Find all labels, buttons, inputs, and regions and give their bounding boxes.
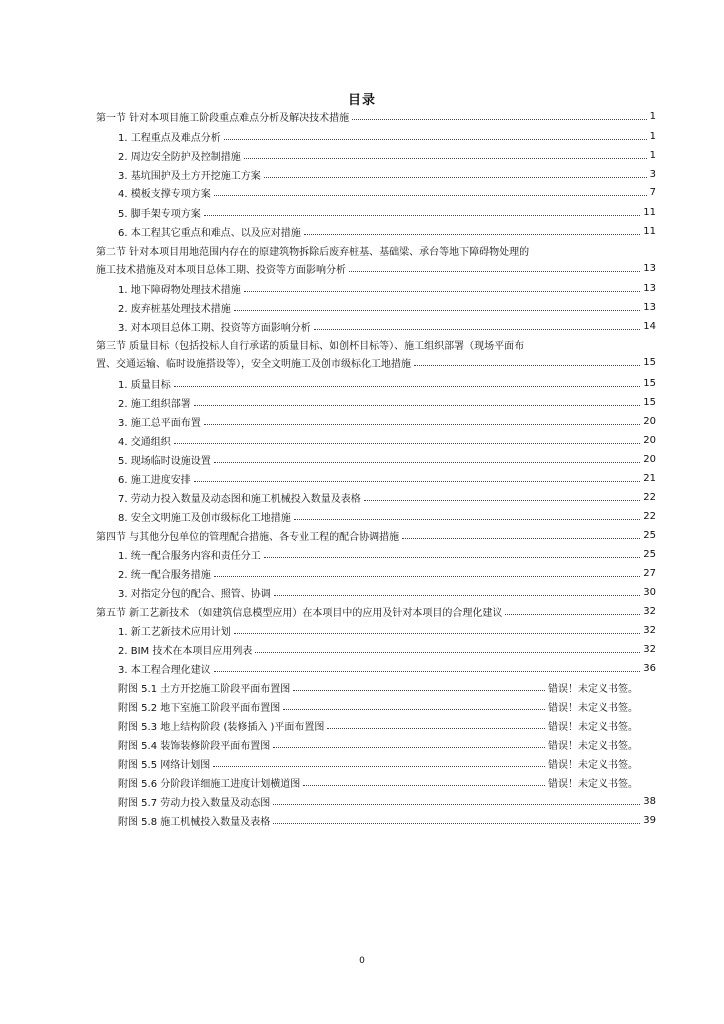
toc-entry-page: 32 [643, 605, 656, 617]
toc-entry-label: 施工技术措施及对本项目总体工期、投资等方面影响分析 [96, 264, 346, 276]
toc-entry[interactable] [118, 393, 656, 411]
toc-entry[interactable] [118, 488, 656, 506]
toc-leader-dots [255, 648, 640, 653]
toc-leader-dots [214, 667, 641, 672]
toc-entry-label: 1. 新工艺新技术应用计划 [118, 626, 231, 638]
toc-leader-dots [293, 686, 545, 691]
toc-entry-label: 3. 施工总平面布置 [118, 417, 201, 429]
toc-entry-page: 1 [649, 130, 656, 142]
toc-entry-page: 3 [649, 168, 656, 180]
toc-entry-error: 错误！未定义书签。 [548, 721, 638, 733]
toc-leader-dots [264, 553, 641, 558]
toc-leader-dots [274, 591, 641, 596]
toc-entry-label: 置、交通运输、临时设施搭设等），安全文明施工及创市级标化工地措施 [96, 358, 411, 370]
toc-entry-label: 1. 统一配合服务内容和责任分工 [118, 550, 261, 562]
toc-entry[interactable] [118, 678, 638, 696]
toc-leader-dots [234, 629, 641, 634]
toc-entry[interactable] [118, 583, 656, 601]
toc-entry-label: 2. 废弃桩基处理技术措施 [118, 303, 231, 315]
toc-entry[interactable] [118, 564, 656, 582]
toc-leader-dots [194, 401, 641, 406]
toc-entry-label: 2. 施工组织部署 [118, 398, 191, 410]
toc-entry[interactable] [118, 298, 656, 316]
toc-leader-dots [303, 781, 545, 786]
toc-entry[interactable] [118, 621, 656, 639]
toc-entry[interactable] [118, 183, 656, 201]
toc-entry-label: 4. 交通组织 [118, 436, 171, 448]
toc-entry[interactable] [118, 640, 656, 658]
toc-entry-page: 1 [649, 110, 656, 122]
toc-entry-page: 25 [643, 529, 656, 541]
toc-entry[interactable] [118, 279, 656, 297]
toc-leader-dots [402, 534, 640, 539]
toc-entry[interactable] [118, 469, 656, 487]
toc-entry-label: 第二节 针对本项目用地范围内存在的原建筑物拆除后废弃桩基、基础梁、承台等地下障碍物处理的 [96, 246, 530, 258]
toc-entry-error: 错误！未定义书签。 [548, 683, 638, 695]
toc-entry[interactable] [118, 431, 656, 449]
toc-entry-label: 附图 5.3 地上结构阶段 (装修插入 )平面布置图 [118, 721, 325, 733]
toc-leader-dots [244, 154, 647, 159]
toc-entry-page: 11 [643, 225, 656, 237]
toc-entry-page: 13 [643, 282, 656, 294]
toc-entry[interactable] [118, 450, 656, 468]
toc-leader-dots [174, 439, 641, 444]
toc-entry-page: 22 [643, 510, 656, 522]
toc-leader-dots [505, 610, 640, 615]
toc-entry-page: 15 [643, 396, 656, 408]
toc-leader-dots [304, 230, 641, 235]
toc-leader-dots [214, 458, 641, 463]
toc-entry[interactable] [118, 545, 656, 563]
toc-entry[interactable] [118, 374, 656, 392]
toc-leader-dots [327, 724, 545, 729]
toc-entry[interactable] [96, 241, 656, 259]
toc-leader-dots [234, 306, 641, 311]
toc-entry-page: 1 [649, 149, 656, 161]
toc-leader-dots [349, 267, 640, 272]
toc-entry-error: 错误！未定义书签。 [548, 740, 638, 752]
toc-entry[interactable] [118, 317, 656, 335]
toc-entry-page: 36 [643, 662, 656, 674]
toc-entry-label: 附图 5.6 分阶段详细施工进度计划横道图 [118, 778, 301, 790]
toc-entry-page: 20 [643, 434, 656, 446]
toc-entry-label: 2. BIM 技术在本项目应用列表 [118, 645, 253, 657]
toc-entry-page: 25 [643, 548, 656, 560]
toc-entry-label: 附图 5.4 装饰装修阶段平面布置图 [118, 740, 271, 752]
toc-entry-error: 错误！未定义书签。 [548, 759, 638, 771]
toc-leader-dots [352, 115, 646, 120]
toc-entry-label: 第四节 与其他分包单位的管理配合措施、各专业工程的配合协调措施 [96, 531, 400, 543]
toc-entry-label: 附图 5.2 地下室施工阶段平面布置图 [118, 702, 281, 714]
toc-leader-dots [264, 173, 647, 178]
toc-leader-dots [244, 287, 641, 292]
page-number: 0 [359, 956, 365, 966]
toc-leader-dots [174, 382, 641, 387]
toc-entry[interactable] [118, 811, 656, 829]
toc-entry-label: 第五节 新工艺新技术 （如建筑信息模型应用）在本项目中的应用及针对本项目的合理化建议 [96, 607, 503, 619]
toc-entry-label: 6. 施工进度安排 [118, 474, 191, 486]
toc-entry-label: 附图 5.8 施工机械投入数量及表格 [118, 816, 271, 828]
toc-entry[interactable] [118, 735, 638, 753]
toc-entry[interactable] [118, 792, 656, 810]
toc-entry-page: 32 [643, 643, 656, 655]
toc-entry-label: 3. 对指定分包的配合、照管、协调 [118, 588, 271, 600]
toc-entry-label: 8. 安全文明施工及创市级标化工地措施 [118, 512, 291, 524]
toc-entry-label: 2. 统一配合服务措施 [118, 569, 211, 581]
toc-entry-page: 13 [643, 301, 656, 313]
toc-entry[interactable] [118, 146, 656, 164]
toc-entry-label: 5. 现场临时设施设置 [118, 455, 211, 467]
toc-entry-page: 38 [643, 795, 656, 807]
toc-entry[interactable] [118, 203, 656, 221]
toc-entry-page: 15 [643, 377, 656, 389]
toc-entry-page: 14 [643, 320, 656, 332]
toc-entry-label: 4. 模板支撑专项方案 [118, 188, 211, 200]
toc-entry-page: 39 [643, 814, 656, 826]
toc-entry-label: 3. 基坑围护及土方开挖施工方案 [118, 170, 261, 182]
toc-leader-dots [273, 743, 545, 748]
toc-entry-page: 30 [643, 586, 656, 598]
toc-entry-label: 1. 质量目标 [118, 379, 171, 391]
toc-entry[interactable] [96, 259, 656, 277]
toc-entry-label: 第一节 针对本项目施工阶段重点难点分析及解决技术措施 [96, 112, 350, 124]
toc-entry-label: 第三节 质量目标（包括投标人自行承诺的质量目标、如创杯目标等）、施工组织部署（现场平面布 [96, 340, 525, 352]
toc-entry[interactable] [118, 773, 638, 791]
toc-entry-page: 11 [643, 206, 656, 218]
toc-entry-label: 1. 工程重点及难点分析 [118, 132, 221, 144]
toc-entry-page: 27 [643, 567, 656, 579]
toc-entry[interactable] [96, 353, 656, 371]
toc-leader-dots [273, 819, 640, 824]
toc-entry[interactable] [118, 507, 656, 525]
toc-entry-page: 32 [643, 624, 656, 636]
toc-entry-error: 错误！未定义书签。 [548, 778, 638, 790]
toc-title: 目录 [347, 93, 376, 108]
toc-entry[interactable] [118, 127, 656, 145]
toc-entry-page: 13 [643, 262, 656, 274]
toc-entry-page: 21 [643, 472, 656, 484]
toc-leader-dots [204, 211, 641, 216]
toc-leader-dots [273, 800, 640, 805]
toc-entry[interactable] [96, 526, 656, 544]
toc-entry-label: 6. 本工程其它重点和难点、以及应对措施 [118, 227, 301, 239]
toc-entry-label: 1. 地下障碍物处理技术措施 [118, 284, 241, 296]
toc-entry[interactable] [118, 165, 656, 183]
toc-entry[interactable] [96, 107, 656, 125]
toc-entry-label: 2. 周边安全防护及控制措施 [118, 151, 241, 163]
toc-leader-dots [283, 705, 545, 710]
toc-leader-dots [204, 420, 641, 425]
toc-leader-dots [364, 496, 641, 501]
toc-entry-page: 20 [643, 415, 656, 427]
toc-entry-label: 附图 5.5 网络计划图 [118, 759, 211, 771]
toc-leader-dots [194, 477, 641, 482]
toc-entry[interactable] [96, 335, 656, 353]
toc-entry-label: 附图 5.1 土方开挖施工阶段平面布置图 [118, 683, 291, 695]
toc-entry[interactable] [118, 222, 656, 240]
toc-entry-page: 20 [643, 453, 656, 465]
toc-entry-label: 7. 劳动力投入数量及动态图和施工机械投入数量及表格 [118, 493, 361, 505]
toc-entry-page: 15 [643, 356, 656, 368]
toc-leader-dots [214, 191, 647, 196]
toc-entry[interactable] [118, 659, 656, 677]
toc-entry-label: 附图 5.7 劳动力投入数量及动态图 [118, 797, 271, 809]
toc-entry-page: 7 [649, 186, 656, 198]
toc-entry-label: 5. 脚手架专项方案 [118, 208, 201, 220]
toc-leader-dots [314, 325, 641, 330]
toc-entry-error: 错误！未定义书签。 [548, 702, 638, 714]
toc-entry-label: 3. 对本项目总体工期、投资等方面影响分析 [118, 322, 311, 334]
toc-entry[interactable] [118, 754, 638, 772]
toc-leader-dots [414, 361, 640, 366]
toc-leader-dots [294, 515, 641, 520]
toc-entry[interactable] [118, 412, 656, 430]
toc-entry-label: 3. 本工程合理化建议 [118, 664, 211, 676]
toc-leader-dots [214, 572, 641, 577]
toc-entry[interactable] [118, 716, 638, 734]
toc-entry-page: 22 [643, 491, 656, 503]
toc-entry[interactable] [118, 697, 638, 715]
toc-entry[interactable] [96, 602, 656, 620]
toc-leader-dots [224, 135, 647, 140]
toc-leader-dots [213, 762, 545, 767]
